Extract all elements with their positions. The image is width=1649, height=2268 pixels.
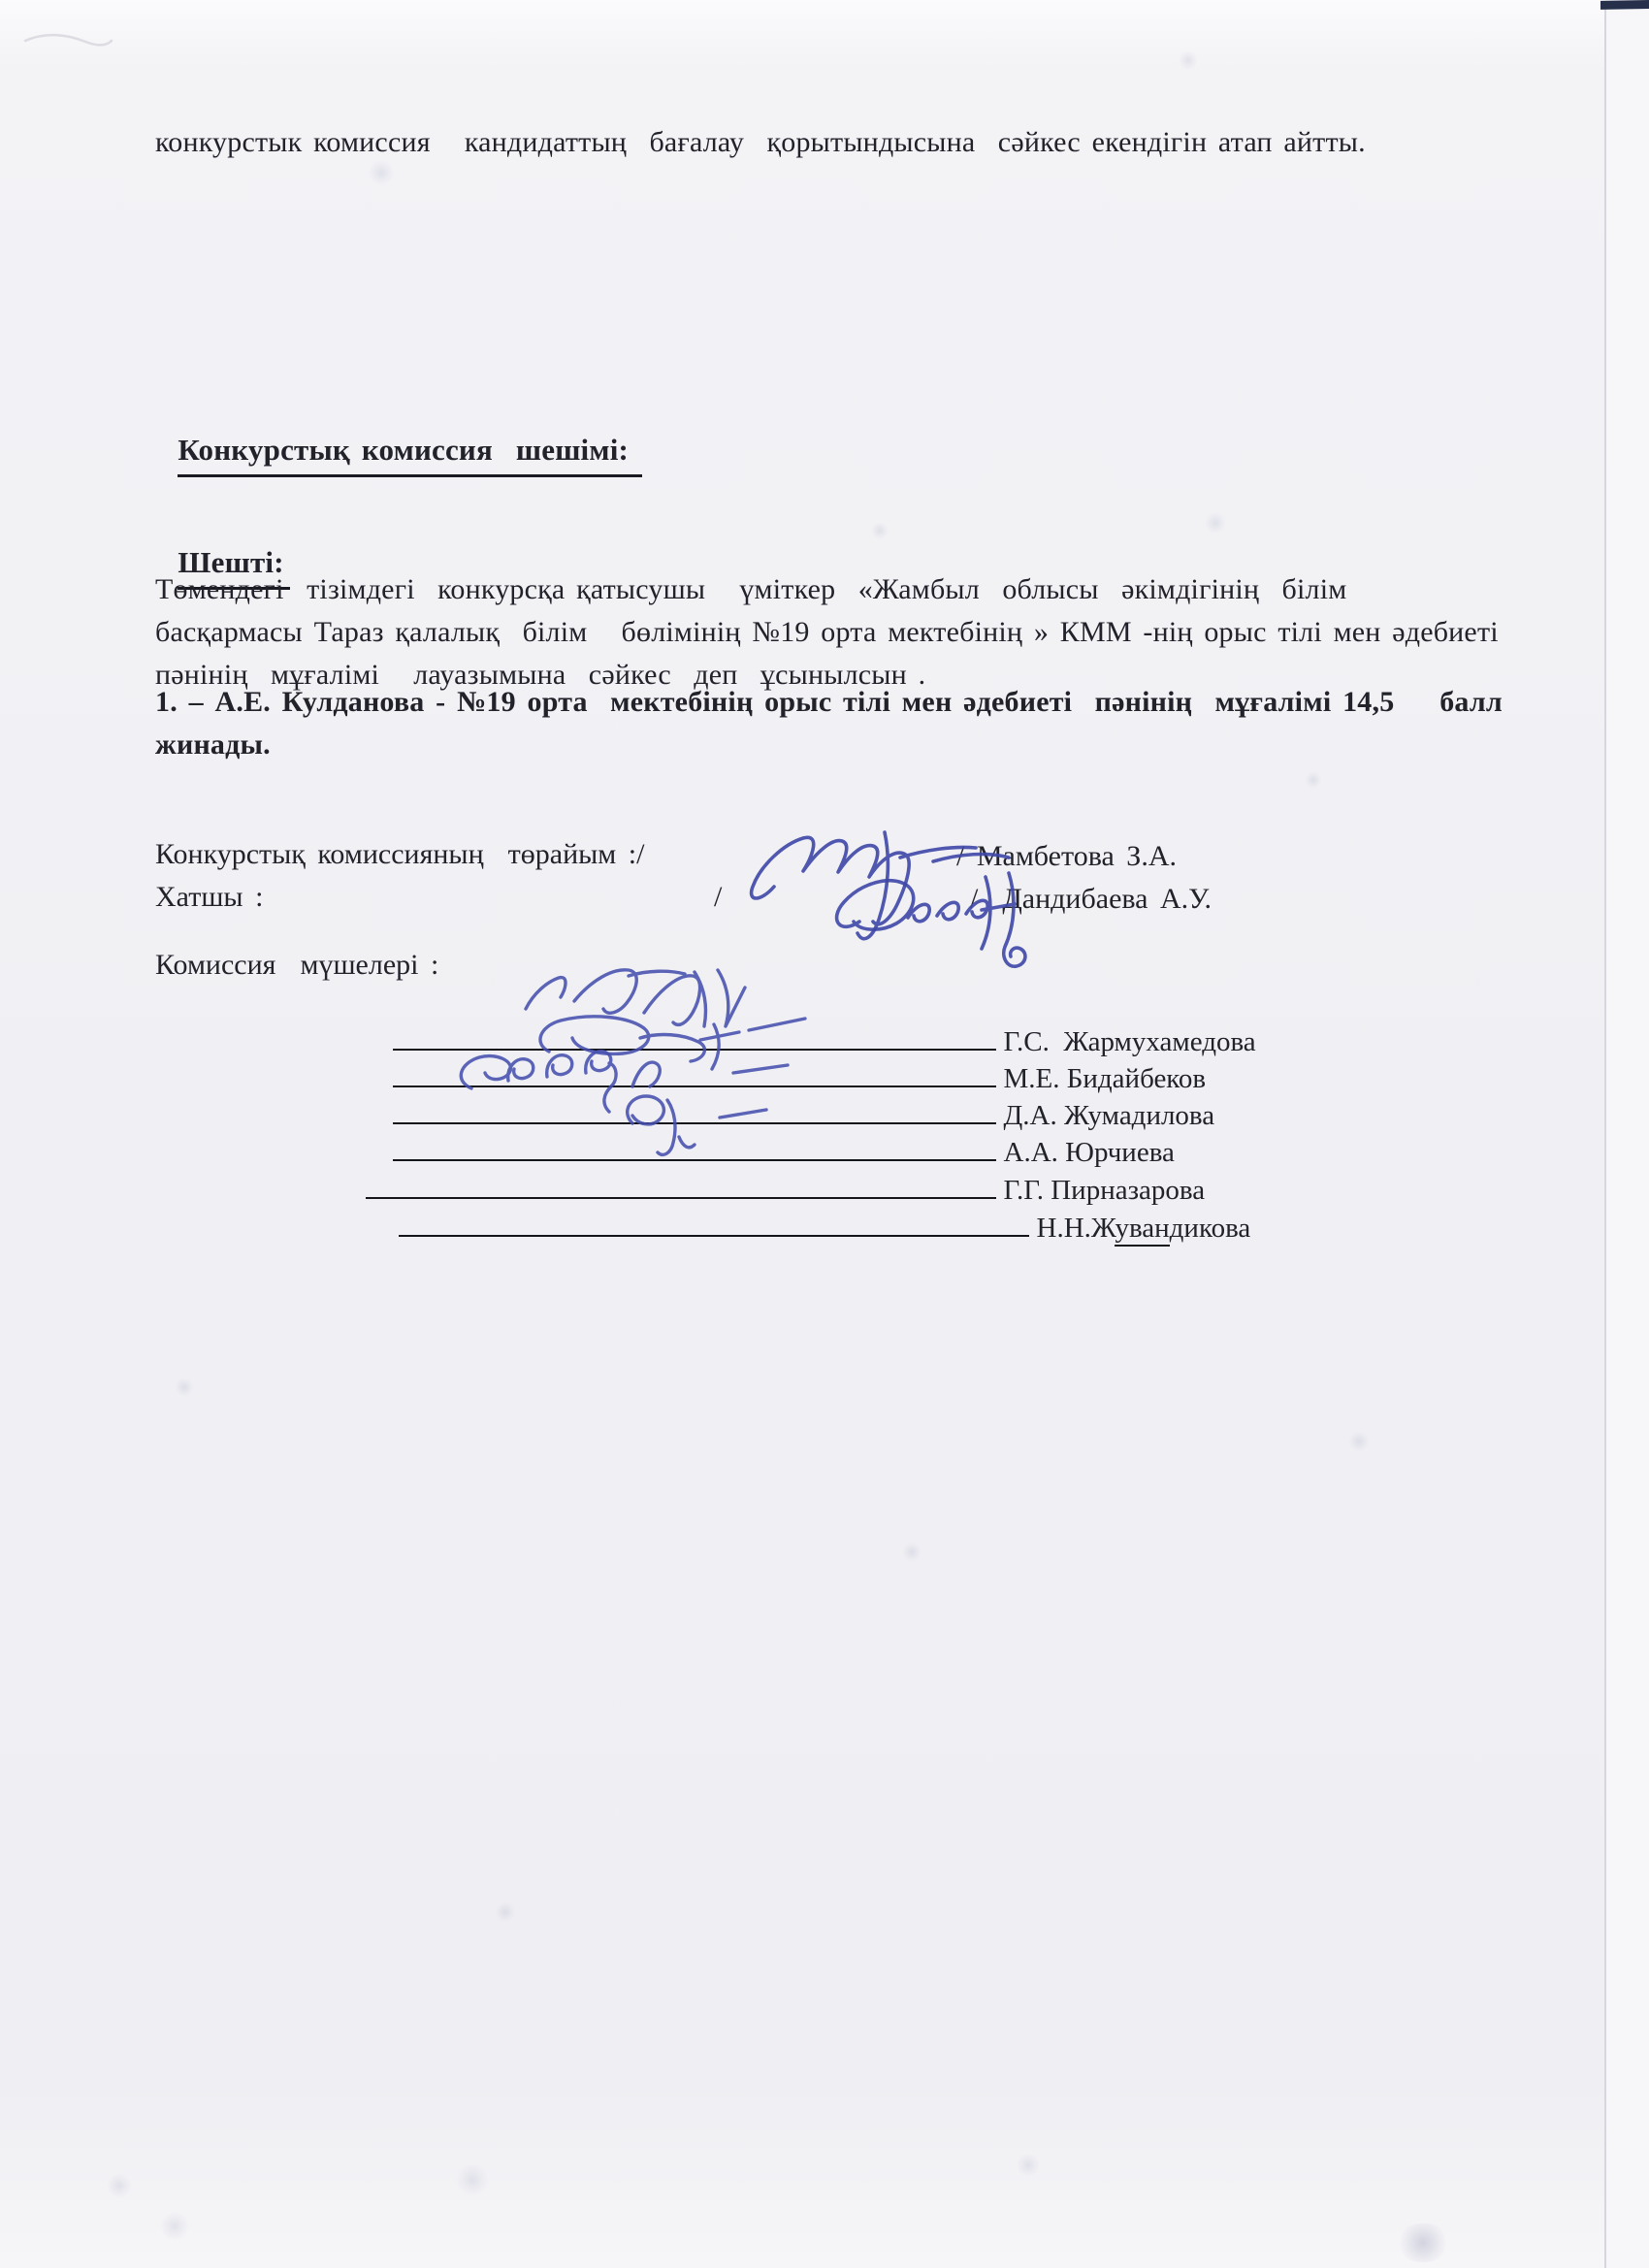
member-name: А.А. Юрчиева: [1003, 1137, 1175, 1168]
secretary-slash: /: [714, 881, 723, 913]
member-row: [384, 1172, 1250, 1245]
scan-stain: [175, 1377, 194, 1397]
scan-stain: [456, 2163, 489, 2196]
decision-paragraph: Төмендегі тізімдегі конкурсқа қатысушы үміткер «Жамбыл облысы әкімдігінің білім басқармасы Тараз қалалық білім бөлімінің №19 орта мектебінің » КММ -нің орыс тілі мен әдебиеті пәнінің мұғалімі лауазымына сәйкес деп ұсынылсын .: [155, 573, 1510, 691]
scan-stain: [871, 522, 889, 539]
intro-paragraph: конкурстык комиссия кандидаттың бағалау қорытындысына сәйкес екендігін атап айтты.: [155, 126, 1366, 158]
member-name-suffix: дикова: [1169, 1213, 1251, 1244]
member-name: [1037, 1213, 1251, 1244]
member-name: Г.С. Жармухамедова: [1003, 1026, 1256, 1057]
decision-heading: [155, 386, 642, 477]
chairman-name: / Мамбетова З.А.: [956, 840, 1177, 872]
pencil-mark: [25, 35, 112, 45]
scan-stain: [1179, 50, 1198, 70]
member-name-underlined: уван: [1115, 1213, 1169, 1247]
chairman-label: Конкурстық комиссияның төрайым :/: [155, 838, 645, 870]
scan-stain: [495, 1901, 516, 1923]
secretary-name: / Дандибаева А.У.: [970, 883, 1212, 915]
member-name: М.Е. Бидайбеков: [1003, 1063, 1207, 1094]
scan-stain: [1205, 512, 1226, 534]
scan-stain: [1017, 2154, 1040, 2177]
result-line: 1. – А.Е. Кулданова - №19 орта мектебінің орыс тілі мен әдебиеті пәнінің мұғалімі 14,5 балл жинады.: [155, 686, 1514, 761]
signature-line: [399, 1204, 1029, 1237]
member-name: Д.А. Жумадилова: [1003, 1100, 1215, 1131]
scan-edge-line: [1604, 8, 1606, 2268]
scan-stain: [1348, 1431, 1370, 1452]
scan-stain: [1305, 771, 1322, 789]
scan-stain: [160, 2212, 189, 2241]
scan-stain: [1395, 2223, 1451, 2262]
resolved-subheading-text: Шешті:: [178, 541, 289, 590]
scan-corner-shadow: [1600, 0, 1649, 10]
secretary-label: Хатшы :: [155, 881, 264, 913]
members-label: Комиссия мүшелері :: [155, 949, 439, 981]
scan-stain: [902, 1542, 922, 1562]
scan-stain: [107, 2173, 132, 2198]
member-name-prefix: Н.Н.Ж: [1036, 1213, 1116, 1244]
scan-edge-strip: [1606, 0, 1649, 2268]
decision-heading-text: Конкурстық комиссия шешімі:: [178, 429, 642, 477]
member-name: Г.Г. Пирназарова: [1003, 1175, 1206, 1206]
